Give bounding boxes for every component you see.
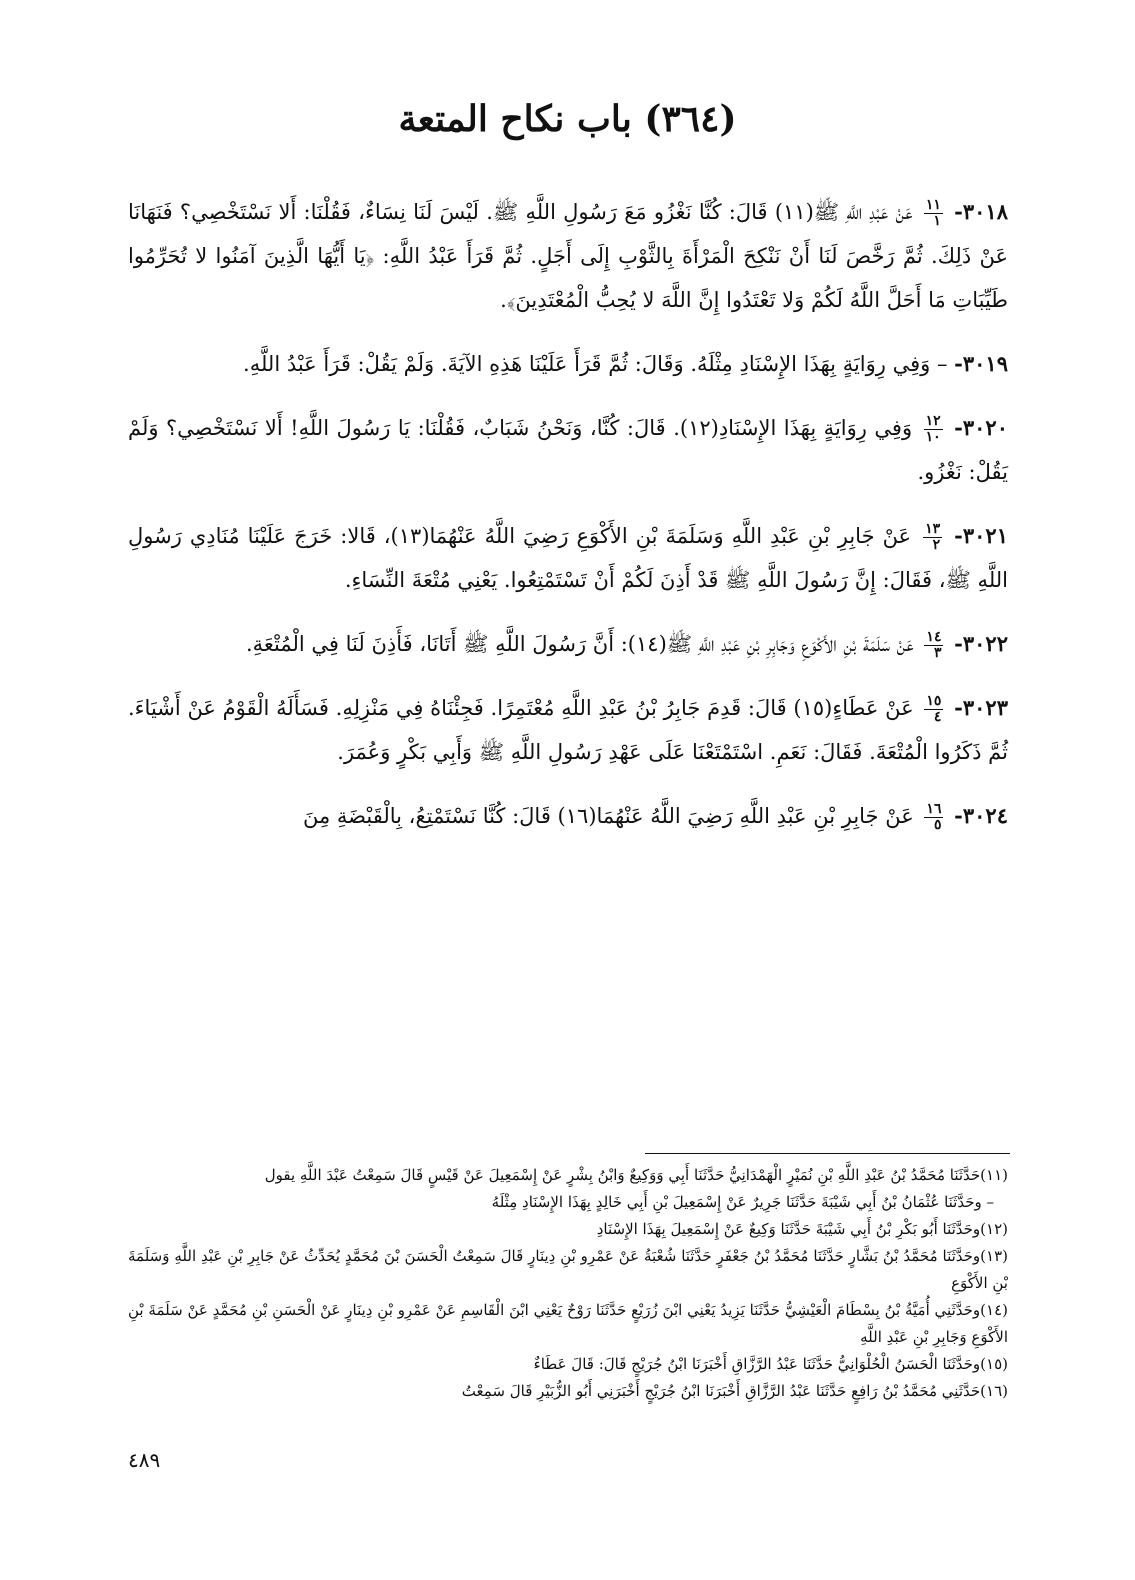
fraction-top: ١١ bbox=[925, 197, 941, 213]
hadith-text: عَنْ سَلَمَةَ بْنِ الأَكْوَعِ وَجَابِرِ بْنِ عَبْدِ اللَّهِ ﷺ(١٤): أَنَّ رَسُولَ اللَّهِ ﷺ أَتَانَا، فَأَذِنَ لَنَا فِي الْمُتْعَةِ. bbox=[245, 632, 914, 656]
hadith-number: ٣٠١٩- bbox=[954, 351, 1008, 376]
fraction-top: ١٣ bbox=[925, 521, 941, 537]
footnote-divider bbox=[645, 1153, 1010, 1154]
hadith-text: – وَفِي رِوَايَةٍ بِهَذَا الإِسْنَادِ مِثْلَهُ. وَقَالَ: ثُمَّ قَرَأَ عَلَيْنَا هَذِهِ الآيَةَ. وَلَمْ يَقُلْ: قَرَأَ عَبْدُ اللَّهِ. bbox=[243, 352, 948, 376]
hadith-3021 bbox=[128, 514, 1008, 602]
fraction-bottom: ٤ bbox=[933, 709, 942, 725]
chapter-title: (٣٦٤) باب نكاح المتعة bbox=[398, 98, 737, 140]
hadith-text: عَنْ عَبْدِ اللَّهِ ﷺ(١١) قَالَ: كُنَّا نَغْزُو مَعَ رَسُولِ اللَّهِ ﷺ. لَيْسَ لَنَا نِسَاءٌ، فَقُلْنَا: أَلا نَسْتَخْصِي؟ فَنَهَانَا عَنْ ذَلِكَ. ثُمَّ رَخَّصَ لَنَا أَنْ نَنْكِحَ الْمَرْأَةَ بِالثَّوْبِ إِلَى أَجَلٍ. ثُمَّ قَرَأَ عَبْدُ اللَّهِ: ﴿يَا أَيُّهَا الَّذِينَ آمَنُوا لا تُحَرِّمُوا طَيِّبَاتِ مَا أَحَلَّ اللَّهُ لَكُمْ وَلا تَعْتَدُوا إِنَّ اللَّهَ لا يُحِبُّ الْمُعْتَدِينَ﴾. bbox=[128, 200, 1008, 312]
reference-fraction bbox=[924, 802, 943, 833]
hadith-number: ٣٠٢٠- bbox=[954, 415, 1008, 440]
footnote-11-continuation: – وحَدَّثَنَا عُثْمَانُ بْنُ أَبِي شَيْبَةَ حَدَّثَنَا جَرِيرٌ عَنْ إِسْمَعِيلَ بْنِ أَبِي خَالِدٍ بِهَذَا الإِسْنَادِ مِثْلَهُ bbox=[491, 1193, 994, 1211]
hadith-text: وَفِي رِوَايَةٍ بِهَذَا الإِسْنَادِ(١٢). قَالَ: كُنَّا، وَنَحْنُ شَبَابٌ، فَقُلْنَا: يَا رَسُولَ اللَّهِ! أَلا نَسْتَخْصِي؟ وَلَمْ يَقُلْ: نَغْزُو. bbox=[128, 416, 1008, 484]
hadith-3023 bbox=[128, 686, 1008, 774]
hadith-number: ٣٠٢٣- bbox=[954, 695, 1008, 720]
hadith-3018 bbox=[128, 190, 1008, 322]
hadith-3019 bbox=[128, 342, 1008, 386]
fraction-bottom: ١٠ bbox=[925, 429, 941, 445]
hadith-3022 bbox=[128, 622, 1008, 666]
reference-fraction bbox=[924, 198, 943, 229]
page-number: ٤٨٩ bbox=[128, 1448, 161, 1472]
footnote-16: (١٦)حَدَّثَنِي مُحَمَّدُ بْنُ رَافِعٍ حَدَّثَنَا عَبْدُ الرَّزَّاقِ أَخْبَرَنَا ابْنُ جُرَيْجٍ أَخْبَرَنِي أَبُو الزُّبَيْرِ قَالَ سَمِعْتُ bbox=[461, 1382, 1008, 1400]
reference-fraction bbox=[924, 630, 943, 661]
fraction-top: ١٢ bbox=[925, 413, 941, 429]
fraction-top: ١٦ bbox=[926, 801, 942, 817]
footnote-14: (١٤)وحَدَّثَنِي أُمَيَّةُ بْنُ بِسْطَامَ الْعَيْشِيُّ حَدَّثَنَا يَزِيدُ يَعْنِي ابْنَ زُرَيْعٍ حَدَّثَنَا رَوْحٌ يَعْنِي ابْنَ الْقَاسِمِ عَنْ عَمْرِو بْنِ دِينَارٍ عَنْ الْحَسَنِ بْنِ مُحَمَّدٍ عَنْ سَلَمَةَ بْنِ الأَكْوَعِ وَجَابِرِ بْنِ عَبْدِ اللَّهِ bbox=[128, 1301, 1008, 1346]
hadith-3020 bbox=[128, 406, 1008, 494]
hadith-text: عَنْ جَابِرِ بْنِ عَبْدِ اللَّهِ وَسَلَمَةَ بْنِ الأَكْوَعِ رَضِيَ اللَّهُ عَنْهُمَا(١٣)، قَالا: خَرَجَ عَلَيْنَا مُنَادِي رَسُولِ اللَّهِ ﷺ، فَقَالَ: إِنَّ رَسُولَ اللَّهِ ﷺ قَدْ أَذِنَ لَكُمْ أَنْ تَسْتَمْتِعُوا. يَعْنِي مُتْعَةَ النِّسَاءِ. bbox=[128, 524, 1008, 592]
footnote-11: (١١)حَدَّثَنَا مُحَمَّدُ بْنُ عَبْدِ اللَّهِ بْنِ نُمَيْرٍ الْهَمْدَانِيُّ حَدَّثَنَا أَبِي وَوَكِيعٌ وَابْنُ بِشْرٍ عَنْ إِسْمَعِيلَ عَنْ قَيْسٍ قَالَ سَمِعْتُ عَبْدَ اللَّهِ يقول bbox=[264, 1166, 1008, 1184]
hadith-text: عَنْ جَابِرِ بْنِ عَبْدِ اللَّهِ رَضِيَ اللَّهُ عَنْهُمَا(١٦) قَالَ: كُنَّا نَسْتَمْتِعُ، بِالْقَبْضَةِ مِنَ bbox=[303, 804, 914, 828]
hadith-text: عَنْ عَطَاءٍ(١٥) قَالَ: قَدِمَ جَابِرُ بْنُ عَبْدِ اللَّهِ مُعْتَمِرًا. فَجِئْنَاهُ فِي مَنْزِلِهِ. فَسَأَلَهُ الْقَوْمُ عَنْ أَشْيَاءَ. ثُمَّ ذَكَرُوا الْمُتْعَةَ. فَقَالَ: نَعَمِ. اسْتَمْتَعْنَا عَلَى عَهْدِ رَسُولِ اللَّهِ ﷺ وَأَبِي بَكْرٍ وَعُمَرَ. bbox=[128, 696, 1008, 764]
hadith-body bbox=[128, 190, 1008, 858]
hadith-number: ٣٠٢٤- bbox=[954, 803, 1008, 828]
reference-fraction bbox=[923, 522, 942, 553]
fraction-bottom: ٥ bbox=[933, 817, 942, 833]
hadith-number: ٣٠٢١- bbox=[954, 523, 1008, 548]
footnote-15: (١٥)وحَدَّثَنَا الْحَسَنُ الْحُلْوَانِيُّ حَدَّثَنَا عَبْدُ الرَّزَّاقِ أَخْبَرَنَا ابْنُ جُرَيْجٍ قَالَ: قَالَ عَطَاءٌ bbox=[533, 1355, 1008, 1373]
fraction-bottom: ١ bbox=[933, 213, 941, 229]
footnote-12: (١٢)وحَدَّثَنَا أَبُو بَكْرِ بْنُ أَبِي شَيْبَةَ حَدَّثَنَا وَكِيعٌ عَنْ إِسْمَعِيلَ بِهَذَا الإِسْنَادِ bbox=[596, 1220, 1008, 1238]
footnote-13: (١٣)وحَدَّثَنَا مُحَمَّدُ بْنُ بَشَّارٍ حَدَّثَنَا مُحَمَّدُ بْنُ جَعْفَرٍ حَدَّثَنَا شُعْبَةُ عَنْ عَمْرِو بْنِ دِينَارٍ قَالَ سَمِعْتُ الْحَسَنَ بْنَ مُحَمَّدٍ يُحَدِّثُ عَنْ جَابِرِ بْنِ عَبْدِ اللَّهِ وَسَلَمَةَ بْنِ الأَكْوَعِ bbox=[128, 1247, 1008, 1292]
fraction-bottom: ٣ bbox=[933, 645, 942, 661]
fraction-bottom: ٢ bbox=[932, 537, 941, 553]
reference-fraction bbox=[924, 414, 943, 445]
hadith-3024 bbox=[128, 794, 1008, 838]
footnotes bbox=[128, 1162, 1008, 1405]
fraction-top: ١٤ bbox=[926, 629, 942, 645]
hadith-number: ٣٠١٨- bbox=[954, 199, 1008, 224]
fraction-top: ١٥ bbox=[926, 693, 942, 709]
hadith-number: ٣٠٢٢- bbox=[954, 631, 1008, 656]
reference-fraction bbox=[924, 694, 943, 725]
